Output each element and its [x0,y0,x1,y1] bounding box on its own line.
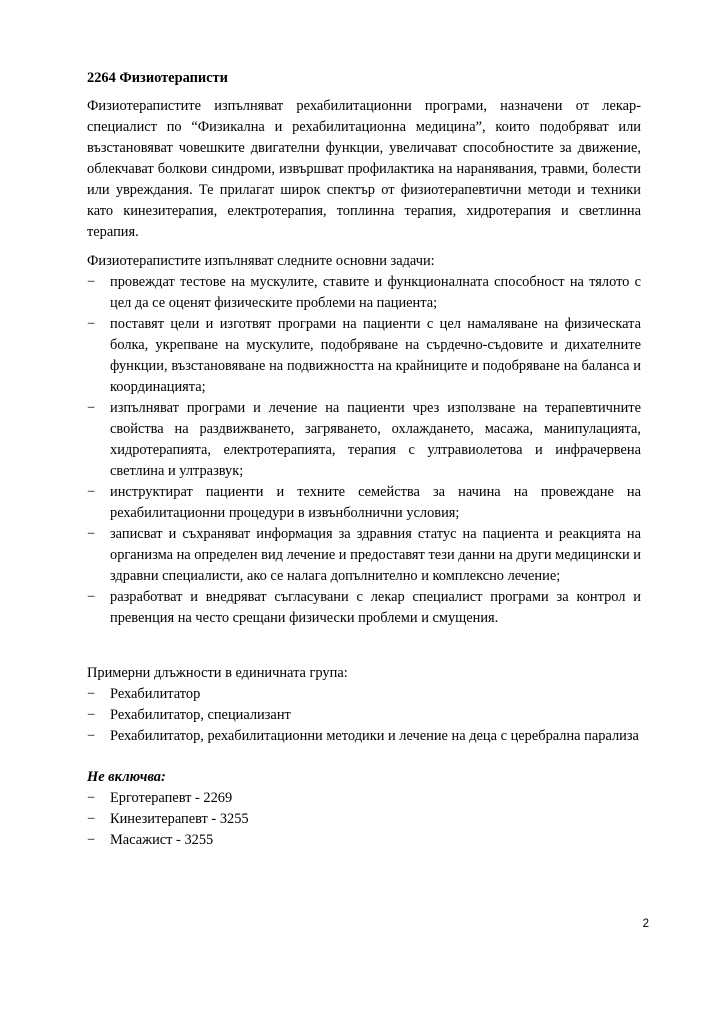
list-item-text: Ерготерапевт - 2269 [110,790,233,806]
dash-bullet-icon: − [87,316,96,332]
list-item [87,788,641,809]
list-item [87,524,641,587]
dash-bullet-icon: − [87,832,96,848]
list-item-text: Кинезитерапевт - 3255 [110,811,249,827]
list-item-text: записват и съхраняват информация за здравния статус на пациента и реакцията на организма на определен вид лечение и предоставят тези данни на други медицински и здравни специалисти, ако се налага допълнително и комплексно лечение; [110,526,641,584]
list-item [87,684,641,705]
tasks-title: Физиотерапистите изпълняват следните основни задачи: [87,253,435,269]
dash-bullet-icon: − [87,274,96,290]
list-item [87,314,641,398]
section-heading: 2264 Физиотераписти [87,70,228,86]
list-item-text: инструктират пациенти и техните семейства за начина на провеждане на рехабилитационни процедури в извънболнични условия; [110,484,641,521]
list-item [87,726,641,747]
list-item-text: Рехабилитатор [110,686,201,702]
excludes-title: Не включва: [87,769,166,785]
dash-bullet-icon: − [87,790,96,806]
list-item [87,272,641,314]
dash-bullet-icon: − [87,728,96,744]
tasks-list [87,272,641,629]
dash-bullet-icon: − [87,526,96,542]
list-item-text: Масажист - 3255 [110,832,214,848]
list-item [87,398,641,482]
list-item [87,705,641,726]
list-item [87,587,641,629]
examples-list [87,684,641,747]
dash-bullet-icon: − [87,707,96,723]
list-item-text: Рехабилитатор, рехабилитационни методики и лечение на деца с церебрална парализа [110,728,639,744]
excludes-list [87,788,641,851]
list-item-text: поставят цели и изготвят програми на пациенти с цел намаляване на физическата болка, укрепване на мускулите, подобряване на сърдечно-съдовите и дихателните функции, възстановяване на подвижността на крайниците и подобряване на баланса и координацията; [110,316,641,395]
document-page [87,68,641,851]
spacer [87,747,641,767]
dash-bullet-icon: − [87,400,96,416]
page-number: 2 [642,918,649,930]
dash-bullet-icon: − [87,484,96,500]
spacer [87,629,641,649]
list-item-text: Рехабилитатор, специализант [110,707,291,723]
list-item-text: разработват и внедряват съгласувани с лекар специалист програми за контрол и превенция на често срещани физически проблеми и смущения. [110,589,641,626]
dash-bullet-icon: − [87,686,96,702]
examples-title: Примерни длъжности в единичната група: [87,665,348,681]
list-item-text: изпълняват програми и лечение на пациенти чрез използване на терапевтичните свойства на раздвижването, загряването, охлаждането, масажа, манипулацията, хидротерапията, електротерапията, терапия с ултравиолетова и инфрачервена светлина и ултразвук; [110,400,641,479]
intro-paragraph: Физиотерапистите изпълняват рехабилитационни програми, назначени от лекар-специалист по “Физикална и рехабилитационна медицина”, които подобряват или възстановяват човешките двигателни функции, увеличават способностите за движение, облекчават болкови синдроми, извършват профилактика на наранявания, травми, болести или увреждания. Те прилагат широк спектър от физиотерапевтични методи и техники като кинезитерапия, електротерапия, топлинна терапия, хидротерапия и светлинна терапия. [87,98,641,240]
list-item [87,482,641,524]
list-item [87,809,641,830]
list-item [87,830,641,851]
spacer [87,649,641,663]
dash-bullet-icon: − [87,811,96,827]
dash-bullet-icon: − [87,589,96,605]
list-item-text: провеждат тестове на мускулите, ставите и функционалната способност на тялото с цел да се оценят физическите проблеми на пациента; [110,274,641,311]
